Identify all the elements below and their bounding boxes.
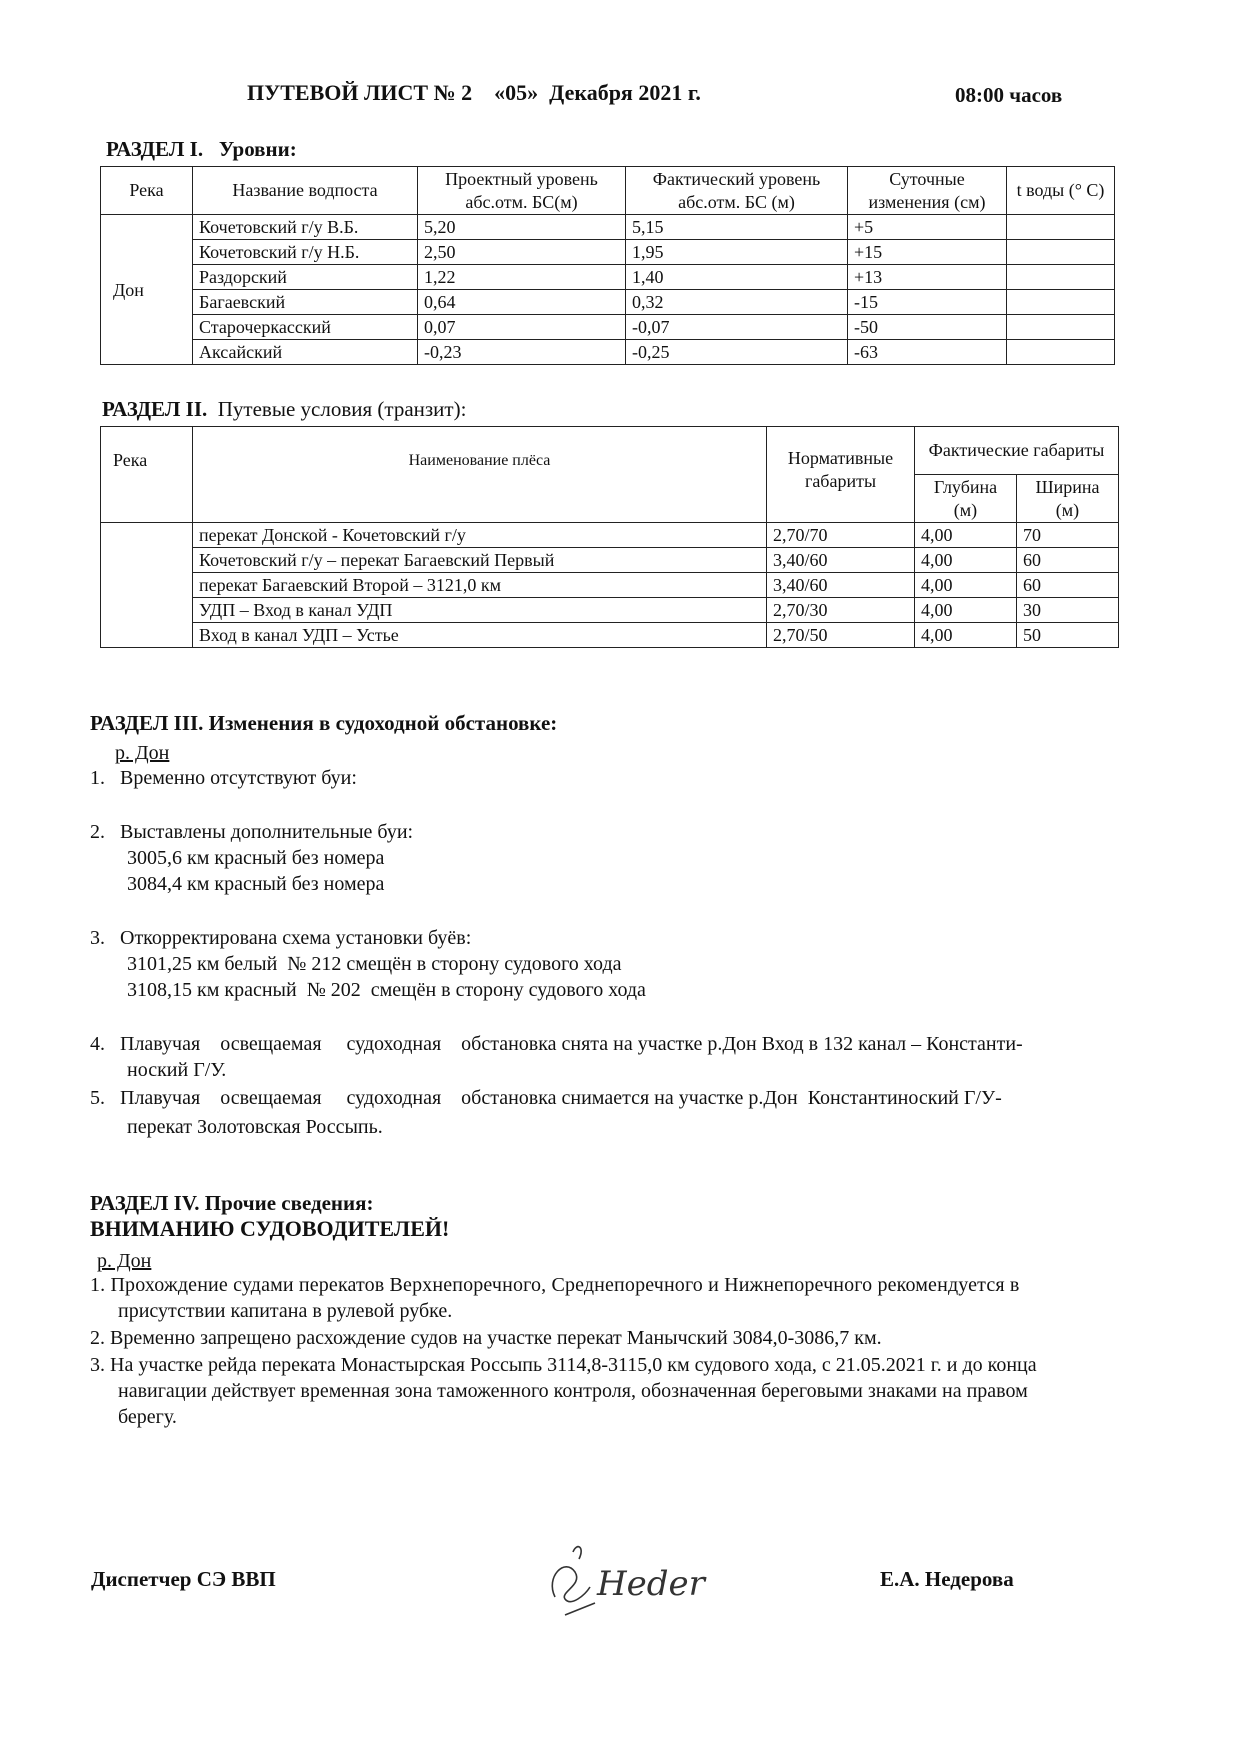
list-item: 1. Прохождение судами перекатов Верхнепоречного, Среднепоречного и Нижнепоречного рекомендуется в bbox=[90, 1274, 1020, 1296]
change-cell: +5 bbox=[848, 215, 1007, 240]
post-cell: Кочетовский г/у Н.Б. bbox=[193, 240, 418, 265]
table-row bbox=[101, 315, 1115, 340]
change-cell: -50 bbox=[848, 315, 1007, 340]
post-cell: Аксайский bbox=[193, 340, 418, 365]
section1-title bbox=[106, 137, 297, 162]
section1-title-text: РАЗДЕЛ I. Уровни: bbox=[106, 137, 297, 161]
stretch-cell: перекат Багаевский Второй – 3121,0 км bbox=[193, 573, 767, 598]
temp-cell bbox=[1007, 340, 1115, 365]
width-cell: 60 bbox=[1017, 548, 1119, 573]
list-item: 3005,6 км красный без номера bbox=[127, 847, 385, 869]
design-cell: 1,22 bbox=[418, 265, 626, 290]
signer-role: Диспетчер СЭ ВВП bbox=[91, 1567, 276, 1591]
col-river: Река bbox=[101, 167, 193, 215]
document-time: 08:00 часов bbox=[955, 83, 1063, 107]
normative-cell: 3,40/60 bbox=[767, 573, 915, 598]
normative-cell: 2,70/30 bbox=[767, 598, 915, 623]
table-row bbox=[101, 598, 1119, 623]
col-depth: Глубина (м) bbox=[915, 475, 1017, 523]
actual-cell: -0,07 bbox=[626, 315, 848, 340]
change-cell: -63 bbox=[848, 340, 1007, 365]
list-item: 5. Плавучая освещаемая судоходная обстановка снимается на участке р.Дон Константиноский Г/У- bbox=[90, 1087, 1002, 1109]
list-item: 1. Временно отсутствуют буи: bbox=[90, 767, 357, 789]
list-item: 3108,15 км красный № 202 смещён в сторону судового хода bbox=[127, 979, 646, 1001]
design-cell: 5,20 bbox=[418, 215, 626, 240]
list-item: ноский Г/У. bbox=[127, 1059, 227, 1081]
col-river: Река bbox=[101, 427, 193, 523]
transit-header-row bbox=[101, 427, 1119, 475]
table-row bbox=[101, 523, 1119, 548]
list-item: 3084,4 км красный без номера bbox=[127, 873, 385, 895]
actual-cell: 5,15 bbox=[626, 215, 848, 240]
section3-title: РАЗДЕЛ III. Изменения в судоходной обстановке: bbox=[90, 711, 558, 735]
list-item: перекат Золотовская Россыпь. bbox=[127, 1116, 383, 1138]
col-normative: Нормативные габариты bbox=[767, 427, 915, 523]
actual-cell: -0,25 bbox=[626, 340, 848, 365]
width-cell: 70 bbox=[1017, 523, 1119, 548]
depth-cell: 4,00 bbox=[915, 598, 1017, 623]
normative-cell: 2,70/50 bbox=[767, 623, 915, 648]
normative-cell: 2,70/70 bbox=[767, 523, 915, 548]
list-item: 3101,25 км белый № 212 смещён в сторону судового хода bbox=[127, 953, 622, 975]
col-post: Название водпоста bbox=[193, 167, 418, 215]
list-item: 2. Выставлены дополнительные буи: bbox=[90, 821, 414, 843]
document-title: ПУТЕВОЙ ЛИСТ № 2 «05» Декабря 2021 г. bbox=[247, 80, 701, 105]
design-cell: 2,50 bbox=[418, 240, 626, 265]
design-cell: -0,23 bbox=[418, 340, 626, 365]
temp-cell bbox=[1007, 265, 1115, 290]
actual-cell: 1,95 bbox=[626, 240, 848, 265]
transit-table bbox=[100, 426, 1119, 648]
col-change: Суточные изменения (см) bbox=[848, 167, 1007, 215]
list-item: навигации действует временная зона таможенного контроля, обозначенная береговыми знаками на правом bbox=[118, 1380, 1028, 1402]
table-row bbox=[101, 548, 1119, 573]
list-item: присутствии капитана в рулевой рубке. bbox=[118, 1300, 453, 1322]
svg-text:Heder: Heder bbox=[597, 1564, 705, 1604]
col-width: Ширина (м) bbox=[1017, 475, 1119, 523]
width-cell: 30 bbox=[1017, 598, 1119, 623]
depth-cell: 4,00 bbox=[915, 523, 1017, 548]
table-row bbox=[101, 240, 1115, 265]
river-cell: Дон bbox=[101, 215, 193, 365]
normative-cell: 3,40/60 bbox=[767, 548, 915, 573]
design-cell: 0,07 bbox=[418, 315, 626, 340]
stretch-cell: Вход в канал УДП – Устье bbox=[193, 623, 767, 648]
temp-cell bbox=[1007, 315, 1115, 340]
actual-cell: 0,32 bbox=[626, 290, 848, 315]
depth-cell: 4,00 bbox=[915, 573, 1017, 598]
change-cell: +15 bbox=[848, 240, 1007, 265]
col-actual: Фактический уровень абс.отм. БС (м) bbox=[626, 167, 848, 215]
table-row bbox=[101, 340, 1115, 365]
levels-header-row bbox=[101, 167, 1115, 215]
table-row bbox=[101, 573, 1119, 598]
temp-cell bbox=[1007, 215, 1115, 240]
section2-title-rest: Путевые условия (транзит): bbox=[207, 397, 467, 421]
signer-name: Е.А. Недерова bbox=[880, 1567, 1014, 1591]
design-cell: 0,64 bbox=[418, 290, 626, 315]
temp-cell bbox=[1007, 290, 1115, 315]
post-cell: Раздорский bbox=[193, 265, 418, 290]
temp-cell bbox=[1007, 240, 1115, 265]
actual-cell: 1,40 bbox=[626, 265, 848, 290]
section4-river: р. Дон bbox=[97, 1250, 152, 1272]
river-cell bbox=[101, 523, 193, 648]
depth-cell: 4,00 bbox=[915, 548, 1017, 573]
list-item: 3. Откорректирована схема установки буёв: bbox=[90, 927, 472, 949]
depth-cell: 4,00 bbox=[915, 623, 1017, 648]
col-actual: Фактические габариты bbox=[915, 427, 1119, 475]
handwritten-signature bbox=[535, 1537, 715, 1627]
levels-table bbox=[100, 166, 1115, 365]
section2-title bbox=[102, 397, 466, 422]
change-cell: -15 bbox=[848, 290, 1007, 315]
post-cell: Кочетовский г/у В.Б. bbox=[193, 215, 418, 240]
col-stretch: Наименование плёса bbox=[193, 427, 767, 523]
width-cell: 50 bbox=[1017, 623, 1119, 648]
list-item: 4. Плавучая освещаемая судоходная обстановка снята на участке р.Дон Вход в 132 канал – Константи- bbox=[90, 1033, 1023, 1055]
stretch-cell: Кочетовский г/у – перекат Багаевский Первый bbox=[193, 548, 767, 573]
section2-title-bold: РАЗДЕЛ II. bbox=[102, 397, 208, 421]
post-cell: Старочеркасский bbox=[193, 315, 418, 340]
change-cell: +13 bbox=[848, 265, 1007, 290]
stretch-cell: УДП – Вход в канал УДП bbox=[193, 598, 767, 623]
table-row bbox=[101, 290, 1115, 315]
signature-block bbox=[0, 1564, 1240, 1667]
stretch-cell: перекат Донской - Кочетовский г/у bbox=[193, 523, 767, 548]
section4-title: РАЗДЕЛ IV. Прочие сведения: bbox=[90, 1191, 374, 1215]
document-header bbox=[0, 80, 1240, 120]
list-item: 2. Временно запрещено расхождение судов на участке перекат Манычский 3084,0-3086,7 км. bbox=[90, 1327, 882, 1349]
post-cell: Багаевский bbox=[193, 290, 418, 315]
list-item: 3. На участке рейда переката Монастырская Россыпь 3114,8-3115,0 км судового хода, с 21.05.2021 г. и до конца bbox=[90, 1354, 1037, 1376]
list-item: берегу. bbox=[118, 1406, 177, 1428]
section4-subtitle: ВНИМАНИЮ СУДОВОДИТЕЛЕЙ! bbox=[90, 1216, 450, 1241]
col-design: Проектный уровень абс.отм. БС(м) bbox=[418, 167, 626, 215]
col-temp: t воды (° C) bbox=[1007, 167, 1115, 215]
table-row bbox=[101, 623, 1119, 648]
table-row bbox=[101, 215, 1115, 240]
section3-river: р. Дон bbox=[115, 742, 170, 764]
width-cell: 60 bbox=[1017, 573, 1119, 598]
table-row bbox=[101, 265, 1115, 290]
